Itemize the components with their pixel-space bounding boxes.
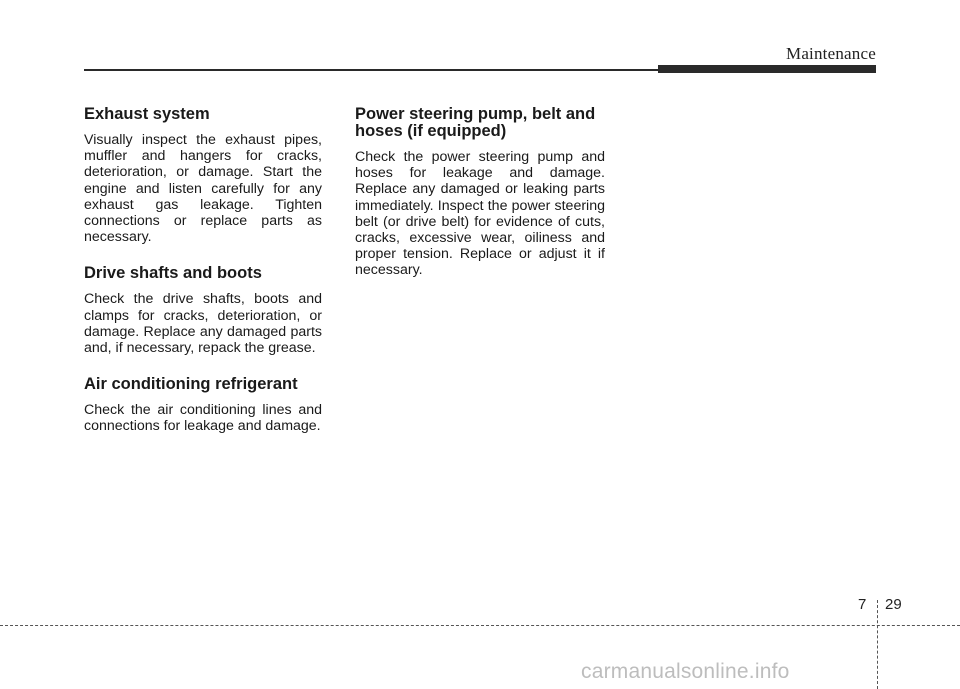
footer-divider — [0, 625, 960, 626]
header-rule-bar — [658, 65, 876, 73]
air-conditioning-section — [84, 376, 322, 434]
header-rule — [84, 69, 660, 71]
section-body: Check the power steering pump and hoses for leakage and damage. Replace any damaged or leaking parts immediately. Inspect the power steering belt (or drive belt) for evidence of cuts, cracks, excessive wear, oiliness and proper tension. Replace or adjust it if necessary. — [355, 149, 605, 279]
left-column — [84, 106, 322, 455]
chapter-number: 7 — [858, 596, 867, 613]
section-title: Maintenance — [786, 44, 876, 63]
section-heading: Drive shafts and boots — [84, 264, 262, 283]
exhaust-system-section — [84, 106, 322, 245]
section-body: Check the air conditioning lines and connections for leakage and damage. — [84, 402, 322, 435]
drive-shafts-section — [84, 265, 322, 356]
watermark-link[interactable]: carmanualsonline.info — [581, 660, 790, 683]
section-body: Check the drive shafts, boots and clamps for cracks, deterioration, or damage. Replace any damaged parts and, if necessary, repack the grease. — [84, 291, 322, 357]
section-heading: Exhaust system — [84, 105, 210, 123]
footer-vertical-divider — [877, 600, 878, 689]
right-column — [355, 106, 605, 299]
page-number: 29 — [885, 596, 902, 613]
section-heading: Air conditioning refrigerant — [84, 375, 298, 394]
section-body: Visually inspect the exhaust pipes, muffler and hangers for cracks, deterioration, or damage. Start the engine and listen carefully for any exhaust gas leakage. Tighten connections or replace parts as necessary. — [84, 132, 322, 246]
power-steering-section — [355, 106, 605, 279]
section-heading: Power steering pump, belt and hoses (if equipped) — [355, 105, 596, 140]
